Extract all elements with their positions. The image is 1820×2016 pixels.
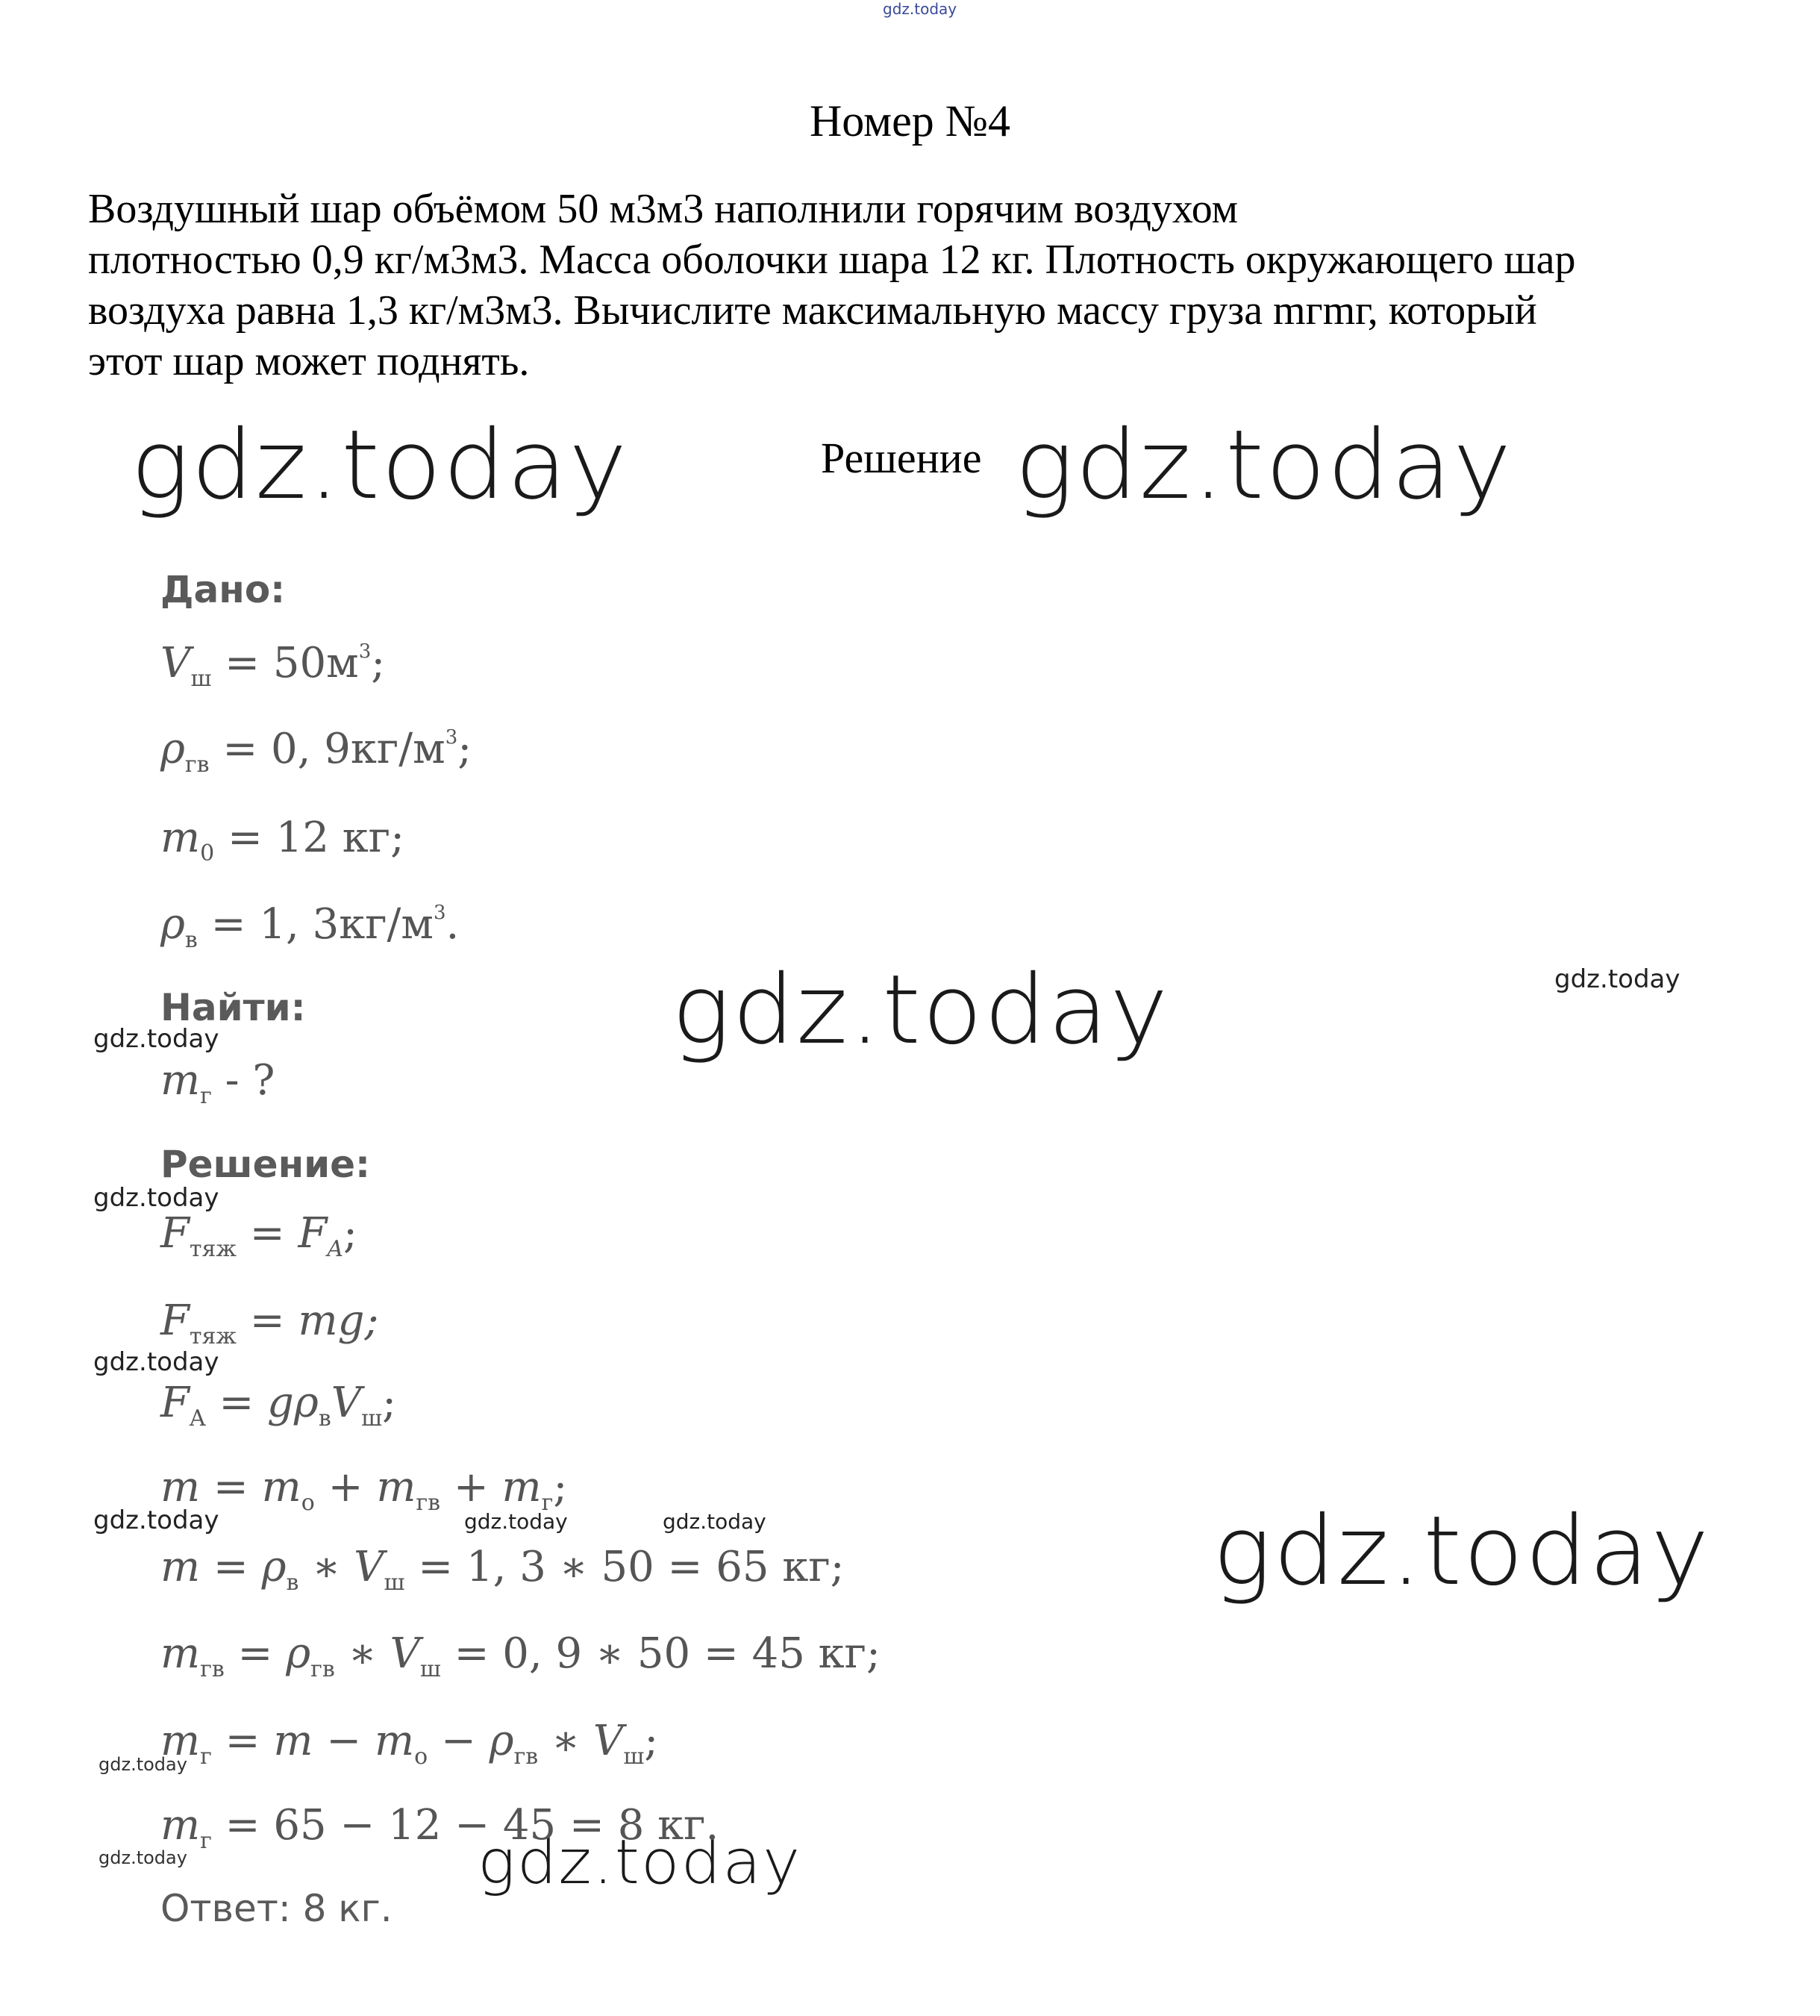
t: F: [298, 1209, 328, 1258]
watermark-large-3: gdz.today: [672, 955, 1170, 1066]
end: ;: [343, 1209, 357, 1258]
sub: тяж: [189, 1323, 237, 1349]
sub: г: [200, 1828, 212, 1854]
given-rho-hot: [160, 725, 472, 778]
given-rho-air: [160, 900, 460, 953]
val: = 1, 3кг/м: [197, 900, 434, 949]
t: + m: [314, 1463, 416, 1511]
watermark-large-5: gdz.today: [478, 1827, 802, 1898]
given-label: Дано:: [160, 568, 286, 611]
var: m: [160, 1056, 201, 1105]
watermark-small-1: gdz.today: [1554, 964, 1680, 994]
sub: A: [189, 1405, 206, 1432]
solution-heading: Решение: [821, 434, 982, 482]
sub: в: [286, 1570, 299, 1596]
t: F: [160, 1379, 190, 1427]
watermark-large-1: gdz.today: [131, 410, 629, 521]
step-2: [160, 1296, 379, 1349]
sub: гв: [513, 1744, 539, 1770]
watermark-small-6: gdz.today: [464, 1509, 568, 1534]
watermark-tiny-2: gdz.today: [98, 1847, 187, 1868]
step-4: [160, 1463, 568, 1516]
sub: гв: [416, 1490, 441, 1516]
sub: ш: [190, 666, 212, 692]
watermark-tiny-1: gdz.today: [98, 1754, 187, 1775]
end: .: [445, 900, 460, 949]
watermark-top: gdz.today: [883, 0, 957, 18]
sub: г: [200, 1083, 212, 1109]
t: F: [160, 1209, 190, 1258]
t: ∗ V: [298, 1543, 384, 1591]
sub: ш: [384, 1570, 405, 1596]
watermark-small-5: gdz.today: [93, 1505, 219, 1535]
problem-line: плотностью 0,9 кг/м3м3. Масса оболочки шара 12 кг. Плотность окружающего шар: [88, 237, 1576, 283]
t: m: [160, 1801, 201, 1850]
end: = 65 − 12 − 45 = 8 кг.: [211, 1801, 719, 1850]
sub: г: [541, 1490, 554, 1516]
end: ;: [553, 1463, 568, 1511]
sub: г: [200, 1744, 212, 1770]
sub: 0: [200, 840, 215, 867]
problem-line: Воздушный шар объёмом 50 м3м3 наполнили горячим воздухом: [88, 186, 1239, 232]
sub: o: [301, 1490, 315, 1516]
val: = 0, 9кг/м: [209, 725, 445, 773]
sup: 3: [445, 726, 458, 749]
t: m = ρ: [160, 1543, 287, 1591]
t: ∗ V: [334, 1629, 420, 1678]
solution-label: Решение:: [160, 1143, 371, 1186]
step-1: [160, 1209, 357, 1262]
sup: 3: [358, 640, 372, 663]
t: + m: [440, 1463, 542, 1511]
t: m: [160, 1717, 201, 1765]
sub: ш: [419, 1656, 441, 1682]
sub: в: [318, 1405, 331, 1432]
var: ρ: [160, 725, 185, 773]
end: ;: [644, 1717, 659, 1765]
sub: ш: [361, 1405, 383, 1432]
step-8: [160, 1801, 719, 1854]
step-5: [160, 1543, 845, 1596]
find-mass: [160, 1056, 275, 1109]
end: = 0, 9 ∗ 50 = 45 кг;: [440, 1629, 881, 1678]
given-volume: [160, 639, 386, 692]
t: m = m: [160, 1463, 301, 1511]
t: = gρ: [205, 1379, 319, 1427]
t: =: [236, 1209, 298, 1258]
end: ;: [371, 639, 386, 687]
problem-line: воздуха равна 1,3 кг/м3м3. Вычислите максимальную массу груза mгmг, который: [88, 287, 1537, 334]
sub: гв: [184, 752, 210, 778]
t: m: [160, 1629, 201, 1678]
t: ∗ V: [538, 1717, 624, 1765]
sub: гв: [310, 1656, 335, 1682]
find-label: Найти:: [160, 986, 306, 1029]
step-7: [160, 1717, 659, 1770]
sup: 3: [433, 902, 446, 924]
t: = m − m: [211, 1717, 415, 1765]
step-3: [160, 1379, 396, 1432]
var: V: [160, 639, 191, 687]
val: = 50м: [211, 639, 359, 687]
given-mass-shell: [160, 814, 404, 867]
problem-line: этот шар может поднять.: [88, 338, 530, 384]
watermark-small-2: gdz.today: [93, 1024, 219, 1054]
end: = 1, 3 ∗ 50 = 65 кг;: [404, 1543, 845, 1591]
var: m: [160, 814, 201, 862]
watermark-large-4: gdz.today: [1213, 1496, 1711, 1607]
problem-text: [88, 184, 1745, 387]
val: = 12 кг;: [214, 814, 404, 862]
step-6: [160, 1629, 881, 1682]
end: ;: [457, 725, 472, 773]
page-title: Номер №4: [809, 96, 1011, 146]
val: - ?: [211, 1056, 275, 1105]
t: − ρ: [428, 1717, 514, 1765]
answer: Ответ: 8 кг.: [160, 1887, 393, 1930]
t: F: [160, 1296, 190, 1345]
watermark-small-7: gdz.today: [663, 1509, 766, 1534]
end: ;: [382, 1379, 396, 1427]
watermark-small-4: gdz.today: [93, 1347, 219, 1377]
sub: в: [184, 927, 198, 953]
watermark-large-2: gdz.today: [1015, 410, 1513, 521]
sub: гв: [200, 1656, 225, 1682]
var: ρ: [160, 900, 185, 949]
watermark-small-3: gdz.today: [93, 1183, 219, 1213]
t: V: [331, 1379, 362, 1427]
t: = ρ: [224, 1629, 311, 1678]
sub: o: [414, 1744, 428, 1770]
sub: тяж: [189, 1236, 237, 1262]
t: = mg;: [236, 1296, 379, 1345]
sub: A: [327, 1236, 344, 1262]
sub: ш: [623, 1744, 645, 1770]
